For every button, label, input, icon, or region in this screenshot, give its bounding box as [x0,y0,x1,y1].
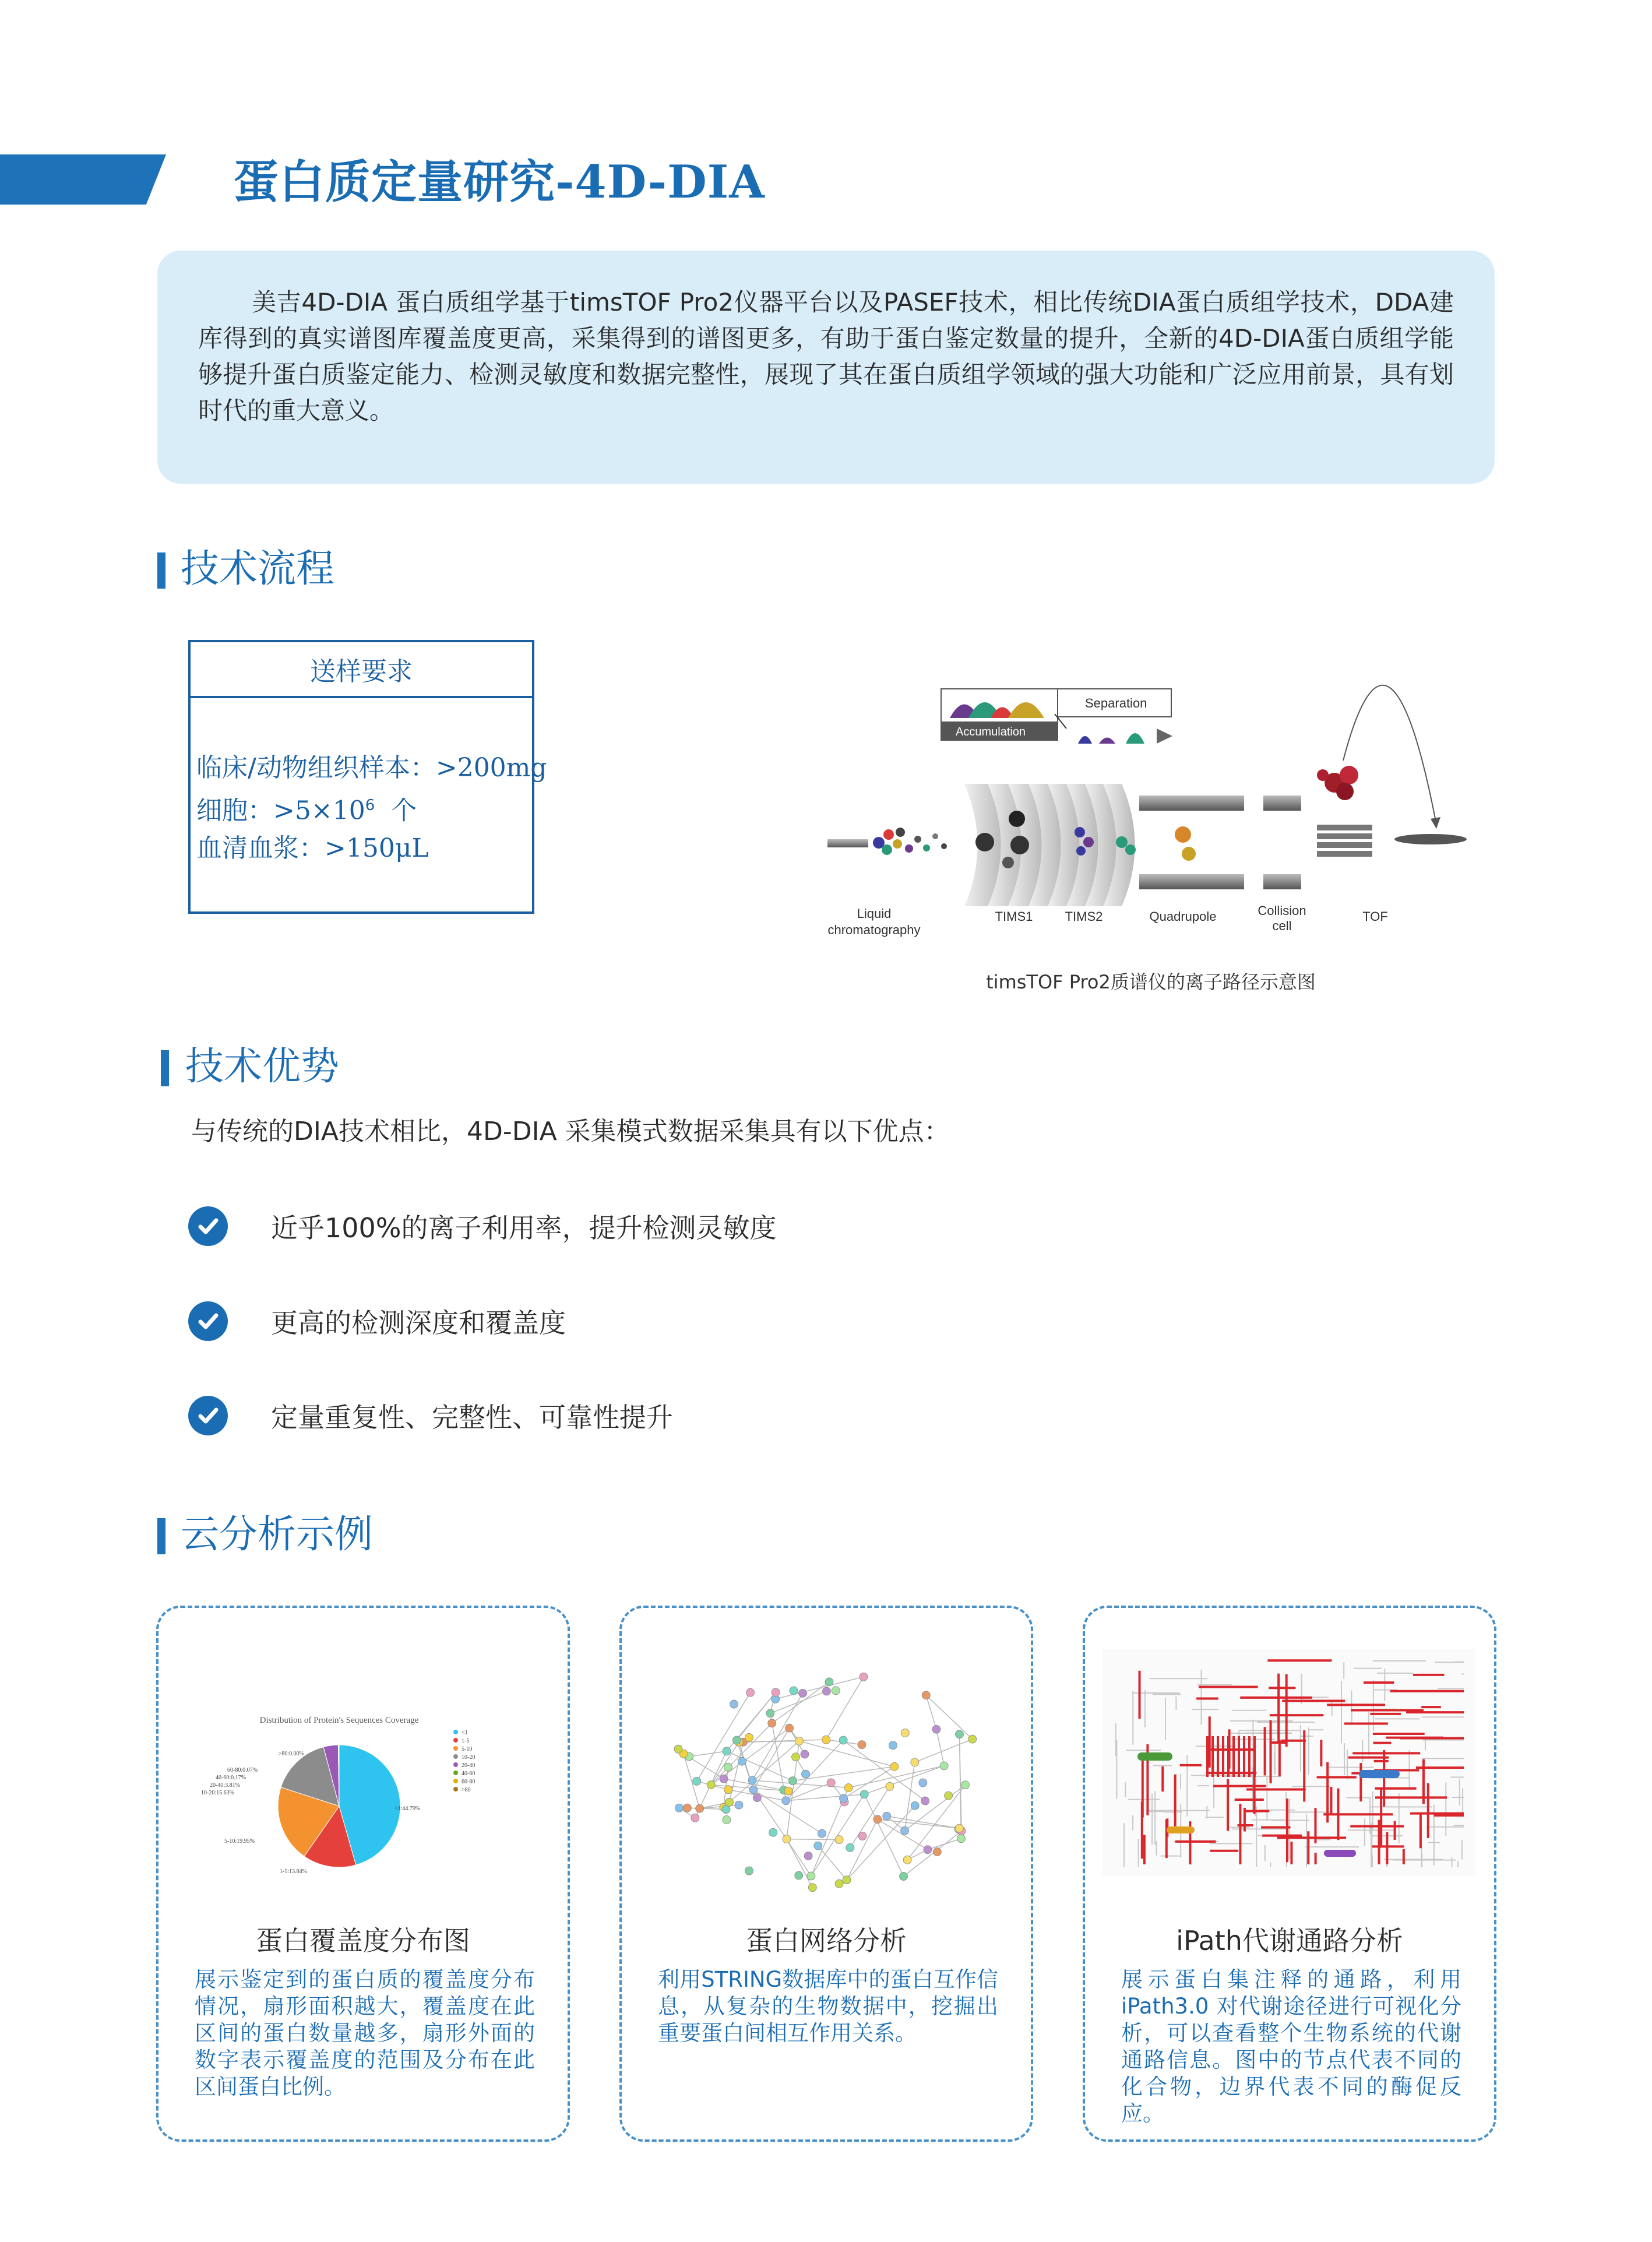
requirements-title: 送样要求 [191,642,532,698]
section-title-cloud: 云分析示例 [181,1512,373,1557]
card-title: 蛋白网络分析 [746,1925,907,1956]
network-node [890,1762,899,1771]
intro-text: 美吉4D-DIA 蛋白质组学基于timsTOF Pro2仪器平台以及PASEF技术，相比传统DIA蛋白质组学技术，DDA建库得到的真实谱图库覆盖度更高，采集得到的谱图更多，有助于蛋白鉴定数量的提升，全新的4D-DIA蛋白质组学能够提升蛋白质鉴定能力、检测灵敏度和数据完整性，展现了其在蛋白质组学领域的强大功能和广泛应用前景，具有划时代的重大意义。 [198,288,1454,425]
tof-analyzer [1317,685,1467,857]
network-node [968,1735,977,1743]
separation-label: Separation [1085,696,1147,710]
network-node [724,1786,732,1794]
advantages-intro: 与传统的DIA技术相比，4D-DIA 采集模式数据采集具有以下优点： [191,1117,950,1146]
network-node [932,1725,941,1733]
network-node [808,1884,816,1892]
legend-label: 60-80 [462,1779,475,1785]
network-node [786,1724,794,1732]
network-node [860,1790,868,1798]
network-node [911,1801,919,1810]
tims-funnels [964,784,1136,906]
pie-slice-label: 20-40:3.81% [210,1782,240,1789]
legend-swatch [453,1746,458,1751]
network-node [707,1781,715,1789]
label-tof: TOF [1362,909,1388,924]
network-node [901,1826,909,1835]
network-node [835,1836,843,1844]
network-node [696,1804,704,1812]
network-node [732,1736,741,1744]
network-node [901,1729,909,1737]
network-node [792,1753,800,1761]
pie-slice-label: 40-60:0.17% [216,1775,246,1781]
section-marker [157,552,165,589]
quadrupole [1139,796,1244,889]
network-node [738,1757,746,1765]
network-node [784,1787,792,1795]
ion-path-diagram [816,618,1486,944]
header-accent-bar [0,154,166,205]
network-node [889,1741,897,1750]
requirement-tissue: 临床/动物组织样本：>200mg [196,753,547,783]
network-node [790,1687,798,1695]
network-node [886,1782,894,1790]
network-node [807,1872,815,1880]
intro-box [157,251,1495,484]
advantage-item [188,1301,566,1341]
check-icon [188,1396,228,1435]
legend-label: 40-60 [462,1771,475,1777]
network-node [911,1758,919,1766]
requirement-serum: 血清血浆：>150μL [196,833,429,863]
network-node [725,1798,734,1806]
protein-network-image [657,1657,1001,1902]
network-node [730,1700,738,1708]
legend-label: 5-10 [462,1746,473,1752]
sample-requirements-box [188,640,547,914]
card-coverage [156,1606,570,2142]
network-node [945,1792,953,1800]
network-node [799,1689,807,1697]
ipath-map-image [1102,1649,1475,1876]
advantage-item [188,1396,673,1435]
network-node [827,1779,835,1787]
card-text: 展示蛋白集注释的通路，利用iPath3.0 对代谢途径进行可视化分析，可以查看整个生物系统的代谢通路信息。图中的节点代表不同的化合物，边界代表不同的酶促反应。 [1121,1967,1461,2126]
card-title: 蛋白覆盖度分布图 [256,1925,470,1956]
pie-slice-label: 60-80:0.07% [227,1767,258,1773]
network-node [903,1856,911,1864]
network-node [788,1777,797,1785]
network-node [766,1709,774,1717]
label-tims1: TIMS1 [995,909,1033,924]
network-node [921,1797,929,1805]
network-node [873,1815,882,1824]
network-node [674,1745,682,1753]
network-node [843,1876,851,1884]
network-node [723,1747,731,1755]
page-title: 蛋白质定量研究-4D-DIA [233,156,765,209]
network-node [933,1848,941,1856]
card-ipath [1083,1606,1496,2142]
advantage-item [188,1206,777,1246]
network-node [883,1812,891,1820]
ion-cloud [873,828,947,855]
pie-slice-label: 10-20:15.63% [201,1790,234,1796]
network-node [924,1846,932,1854]
section-marker [161,1050,169,1086]
legend-label: 20-40 [462,1762,475,1769]
network-node [839,1736,847,1744]
network-node [795,1871,803,1880]
network-node [832,1687,840,1695]
legend-label: <1 [462,1730,468,1736]
network-node [801,1750,809,1758]
network-node [795,1737,803,1745]
check-icon [188,1301,228,1341]
collision-cell [1263,796,1301,889]
network-node [955,1824,963,1832]
network-node [691,1814,699,1822]
network-node [825,1678,833,1686]
legend-swatch [453,1771,458,1775]
network-node [961,1781,969,1789]
section-title-workflow: 技术流程 [181,546,334,591]
network-node [846,1843,854,1852]
label-collision-2: cell [1272,918,1292,933]
network-node [724,1763,732,1771]
pie-slice-label: 1-5:13.84% [280,1868,307,1875]
network-node [783,1835,791,1843]
legend-swatch [453,1762,458,1767]
network-node [814,1842,822,1850]
card-network [619,1606,1033,2142]
network-node [693,1777,701,1785]
legend-label: >80 [462,1787,471,1793]
network-node [768,1719,776,1727]
requirement-cells: 细胞：$>5\times 10^6$ 个 [196,796,417,826]
advantage-text: 更高的检测深度和覆盖度 [271,1307,566,1339]
legend-label: 1-5 [462,1738,470,1744]
legend-swatch [453,1787,458,1792]
network-node [919,1779,927,1787]
card-title: iPath代谢通路分析 [1176,1925,1403,1956]
network-node [844,1784,853,1792]
label-lc-2: chromatography [827,923,921,937]
card-text: 利用STRING数据库中的蛋白互作信息，从复杂的生物数据中，挖掘出重要蛋白间相互作用关系。 [658,1967,998,2046]
legend-label: 10-20 [462,1754,475,1761]
network-node [753,1794,761,1802]
label-quadrupole: Quadrupole [1149,909,1217,924]
diagram-caption: timsTOF Pro2质谱仪的离子路径示意图 [986,971,1316,993]
network-node [746,1688,755,1697]
network-node [675,1804,683,1812]
legend-swatch [453,1779,458,1783]
network-node [858,1832,866,1840]
network-node [749,1786,758,1794]
network-node [860,1673,868,1681]
pie-slice-label: >80:0.00% [278,1751,304,1757]
network-node [720,1775,728,1783]
network-node [940,1762,948,1770]
network-node [683,1804,691,1812]
label-collision-1: Collision [1258,903,1306,918]
network-node [802,1770,810,1778]
coverage-pie-chart [193,1657,537,1891]
accumulation-label: Accumulation [956,726,1026,738]
section-marker [157,1518,165,1554]
advantage-text: 定量重复性、完整性、可靠性提升 [271,1402,673,1433]
network-node [957,1835,965,1843]
lc-needle [827,839,868,847]
card-text: 展示鉴定到的蛋白质的覆盖度分布情况，扇形面积越大，覆盖度在此区间的蛋白数量越多，扇形外面的数字表示覆盖度的范围及分布在此区间蛋白比例。 [195,1967,535,2099]
network-node [723,1815,731,1824]
network-node [922,1691,930,1699]
network-node [822,1687,830,1695]
network-node [835,1880,843,1888]
network-node [818,1829,826,1838]
network-node [748,1776,756,1785]
network-node [955,1730,963,1738]
network-node [782,1797,790,1805]
advantage-text: 近乎100%的离子利用率，提升检测灵敏度 [271,1212,777,1244]
label-tims2: TIMS2 [1065,909,1103,924]
network-node [858,1741,866,1749]
label-lc-1: Liquid [857,906,892,921]
legend-swatch [453,1730,458,1734]
network-node [769,1828,777,1836]
pie-slice-label: 5-10:19.95% [224,1838,255,1845]
network-node [772,1688,780,1697]
pie-slice-label: <1:44.79% [394,1805,421,1812]
section-title-advantages: 技术优势 [185,1044,339,1089]
legend-swatch [453,1754,458,1759]
network-node [745,1867,753,1875]
network-node [822,1736,830,1744]
network-node [735,1801,743,1809]
check-icon [188,1206,228,1246]
network-node [900,1873,908,1881]
pie-title: Distribution of Protein's Sequences Coverage [259,1716,419,1725]
network-node [804,1852,812,1860]
separation-panel [941,689,1172,744]
network-node [840,1794,848,1803]
network-node [745,1733,753,1741]
legend-swatch [453,1738,458,1743]
